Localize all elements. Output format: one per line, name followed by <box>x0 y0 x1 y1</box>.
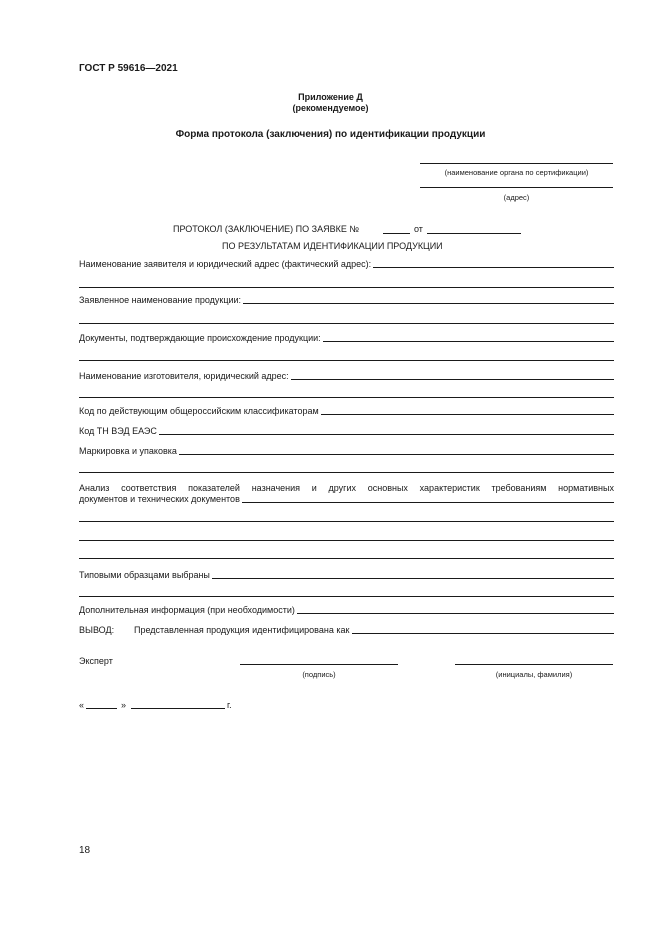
signature-caption: (подпись) <box>302 670 336 679</box>
marking-row[interactable] <box>79 446 614 457</box>
manufacturer-label: Наименование изготовителя, юридический адрес: <box>79 371 289 381</box>
date-open-quote: « <box>79 700 85 710</box>
conclusion-row[interactable] <box>134 625 614 636</box>
applicant-label: Наименование заявителя и юридический адрес (фактический адрес): <box>79 259 372 269</box>
product-name-label: Заявленное наименование продукции: <box>79 295 242 305</box>
analysis-label-line-1: Анализ соответствия показателей назначения и других основных характеристик требованиям нормативных <box>79 483 614 493</box>
applicant-row[interactable] <box>79 259 614 270</box>
signature-line[interactable] <box>240 664 398 665</box>
application-date-line[interactable] <box>427 233 521 234</box>
org-name-line[interactable] <box>420 163 613 164</box>
analysis-line-2[interactable] <box>79 521 614 522</box>
date-month-line[interactable] <box>131 708 225 709</box>
expert-label: Эксперт <box>79 656 113 666</box>
form-title: Форма протокола (заключения) по идентификации продукции <box>175 129 486 140</box>
manufacturer-line-2[interactable] <box>79 397 614 398</box>
protocol-heading: ПРОТОКОЛ (ЗАКЛЮЧЕНИЕ) ПО ЗАЯВКЕ № <box>173 224 359 234</box>
samples-row[interactable] <box>79 570 614 581</box>
date-year-suffix: г. <box>227 700 232 710</box>
date-day-line[interactable] <box>86 708 117 709</box>
product-name-row[interactable] <box>79 295 614 306</box>
samples-line-2[interactable] <box>79 596 614 597</box>
name-line[interactable] <box>455 664 613 665</box>
samples-label: Типовыми образцами выбраны <box>79 570 210 580</box>
marking-label: Маркировка и упаковка <box>79 446 177 456</box>
appendix-title: Приложение Д <box>298 92 363 102</box>
origin-docs-label: Документы, подтверждающие происхождение продукции: <box>79 333 321 343</box>
standard-number: ГОСТ Р 59616—2021 <box>79 63 178 74</box>
origin-docs-line-2[interactable] <box>79 360 614 361</box>
product-name-line-2[interactable] <box>79 323 614 324</box>
protocol-from-label: от <box>414 224 423 234</box>
origin-docs-row[interactable] <box>79 333 614 344</box>
manufacturer-row[interactable] <box>79 371 614 382</box>
analysis-row[interactable] <box>79 494 614 505</box>
conclusion-text: Представленная продукция идентифицирована как <box>134 625 350 635</box>
org-name-caption: (наименование органа по сертификации) <box>444 168 589 177</box>
classifier-code-label: Код по действующим общероссийским классификаторам <box>79 406 319 416</box>
additional-info-label: Дополнительная информация (при необходимости) <box>79 605 295 615</box>
appendix-status: (рекомендуемое) <box>292 103 369 113</box>
protocol-subheading: ПО РЕЗУЛЬТАТАМ ИДЕНТИФИКАЦИИ ПРОДУКЦИИ <box>222 241 443 251</box>
analysis-label-line-2: документов и технических документов <box>79 494 240 504</box>
address-caption: (адрес) <box>503 193 530 202</box>
analysis-line-4[interactable] <box>79 558 614 559</box>
tnved-code-label: Код ТН ВЭД ЕАЭС <box>79 426 157 436</box>
address-line[interactable] <box>420 187 613 188</box>
page-number: 18 <box>79 845 91 856</box>
name-caption: (инициалы, фамилия) <box>495 670 573 679</box>
marking-line-2[interactable] <box>79 472 614 473</box>
application-number-line[interactable] <box>383 233 410 234</box>
conclusion-label: ВЫВОД: <box>79 625 115 635</box>
date-close-quote: » <box>121 700 127 710</box>
additional-info-row[interactable] <box>79 605 614 616</box>
analysis-line-3[interactable] <box>79 540 614 541</box>
classifier-code-row[interactable] <box>79 406 614 417</box>
applicant-line-2[interactable] <box>79 287 614 288</box>
tnved-code-row[interactable] <box>79 426 614 437</box>
